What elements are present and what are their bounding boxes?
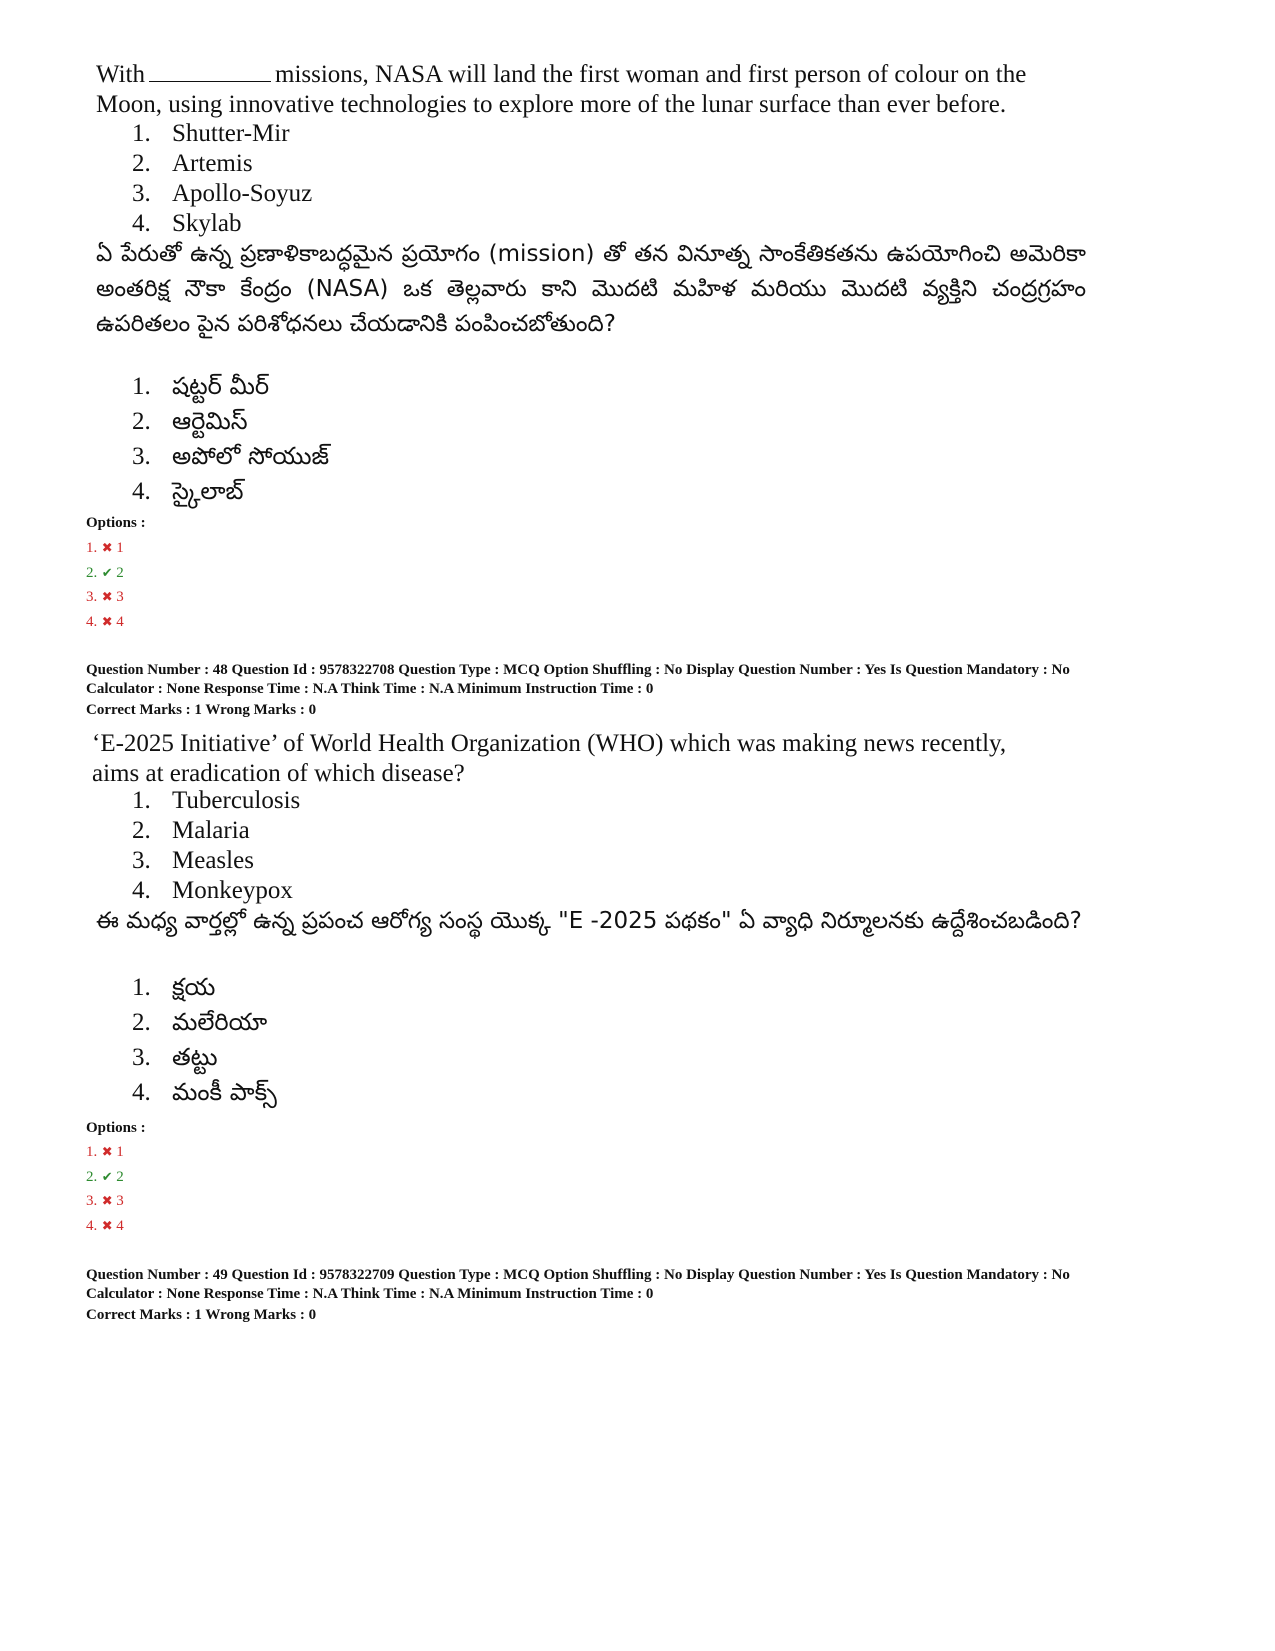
option-item: 4. Monkeypox <box>132 877 293 904</box>
question-48-answer-key <box>86 1140 124 1238</box>
option-item: 2. ఆర్టెమిస్ <box>132 407 248 435</box>
answer-option-correct: 2. ✔ 2 <box>86 1165 124 1190</box>
answer-option: 1. ✖ 1 <box>86 1140 124 1165</box>
marks-line: Correct Marks : 1 Wrong Marks : 0 <box>86 702 317 718</box>
cross-icon: ✖ <box>101 1144 113 1159</box>
answer-option: 3. ✖ 3 <box>86 585 124 610</box>
cross-icon: ✖ <box>101 540 113 555</box>
cross-icon: ✖ <box>101 613 113 629</box>
question-49-meta <box>86 1266 1196 1325</box>
check-icon: ✔ <box>101 1168 113 1184</box>
question-text-line: Moon, using innovative technologies to explore more of the lunar surface than ever before. <box>96 91 1007 118</box>
option-item: 1. షట్టర్ మీర్ <box>132 372 270 400</box>
option-item: 4. Skylab <box>132 210 242 237</box>
answer-option: 4. ✖ 4 <box>86 1214 124 1239</box>
answer-option: 4. ✖ 4 <box>86 610 124 635</box>
cross-icon: ✖ <box>101 589 113 604</box>
question-text-start: With <box>96 61 145 88</box>
marks-line: Correct Marks : 1 Wrong Marks : 0 <box>86 1307 317 1323</box>
answer-option: 3. ✖ 3 <box>86 1189 124 1214</box>
cross-icon: ✖ <box>101 1193 113 1208</box>
option-item: 3. Apollo-Soyuz <box>132 180 313 207</box>
option-item: 2. Malaria <box>132 817 250 844</box>
answer-option-correct: 2. ✔ 2 <box>86 561 124 586</box>
question-48-meta <box>86 661 1196 720</box>
question-text-line: aims at eradication of which disease? <box>92 760 465 787</box>
meta-line: Calculator : None Response Time : N.A Think Time : N.A Minimum Instruction Time : 0 <box>86 680 654 697</box>
option-item: 1. Tuberculosis <box>132 787 301 814</box>
options-heading: Options : <box>86 1120 146 1136</box>
question-47-text <box>96 60 1096 120</box>
question-48-text <box>92 729 1092 789</box>
question-47-options-telugu <box>132 369 329 509</box>
option-item: 2. Artemis <box>132 150 253 177</box>
option-item: 1. క్షయ <box>132 973 216 1001</box>
option-item: 2. మలేరియా <box>132 1008 268 1036</box>
answer-option: 1. ✖ 1 <box>86 536 124 561</box>
question-47-answer-key <box>86 536 124 634</box>
option-item: 3. అపోలో సోయుజ్ <box>132 442 330 470</box>
question-text-end: missions, NASA will land the first woman and first person of colour on the <box>275 61 1027 88</box>
question-47-telugu-text: ఏ పేరుతో ఉన్న ప్రణాళికాబద్ధమైన ప్రయోగం (mission) తో తన వినూత్న సాంకేతికతను ఉపయోగించి అమెరికా అంతరిక్ష నౌకా కేంద్రం (NASA) ఒక తెల్లవారు కాని మొదటి మహిళ మరియు మొదటి వ్యక్తిని చంద్రగ్రహం ఉపరితలం పైన పరిశోధనలు చేయడానికి పంపించబోతుంది? <box>96 241 1086 337</box>
question-47-options-english <box>132 119 312 239</box>
cross-icon: ✖ <box>101 1217 113 1233</box>
meta-line: Calculator : None Response Time : N.A Think Time : N.A Minimum Instruction Time : 0 <box>86 1285 654 1302</box>
question-48-options-telugu <box>132 970 277 1110</box>
fill-in-blank <box>149 63 271 82</box>
option-item: 4. స్కైలాబ్ <box>132 477 244 505</box>
option-item: 4. మంకీ పాక్స్ <box>132 1078 277 1106</box>
check-icon: ✔ <box>101 564 113 580</box>
option-item: 1. Shutter-Mir <box>132 120 290 147</box>
question-48-telugu-text: ఈ మధ్య వార్తల్లో ఉన్న ప్రపంచ ఆరోగ్య సంస్థ యొక్క "E -2025 పథకం" ఏ వ్యాధి నిర్మూలనకు ఉద్దేశించబడింది? <box>96 908 1082 934</box>
question-text-line: ‘E-2025 Initiative’ of World Health Organization (WHO) which was making news recently, <box>92 730 1007 757</box>
question-48-options-english <box>132 786 300 906</box>
options-heading: Options : <box>86 515 146 531</box>
meta-line: Question Number : 48 Question Id : 9578322708 Question Type : MCQ Option Shuffling : No Display Question Number : Yes Is Question Mandatory : No <box>86 662 1070 678</box>
meta-line: Question Number : 49 Question Id : 9578322709 Question Type : MCQ Option Shuffling : No Display Question Number : Yes Is Question Mandatory : No <box>86 1267 1070 1283</box>
option-item: 3. Measles <box>132 847 254 874</box>
option-item: 3. తట్టు <box>132 1043 218 1071</box>
